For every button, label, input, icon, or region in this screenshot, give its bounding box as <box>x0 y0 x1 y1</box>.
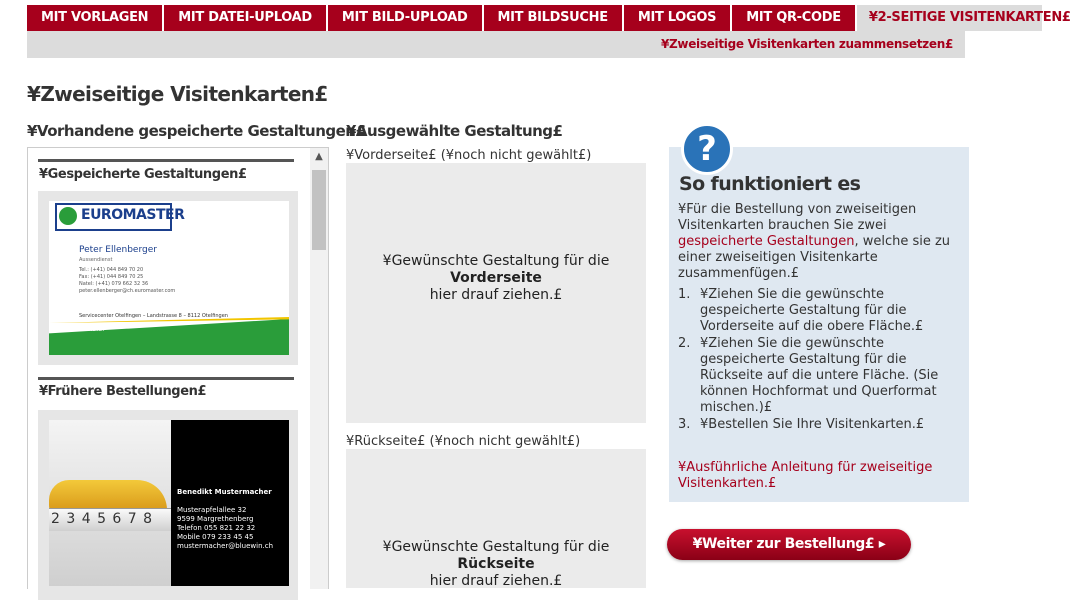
card-line: Mobile 079 233 45 45 <box>177 533 254 541</box>
tab-bild-upload[interactable]: MIT BILD-UPLOAD <box>328 5 482 31</box>
tab-logos[interactable]: MIT LOGOS <box>624 5 730 31</box>
front-dropzone-text <box>346 253 646 304</box>
help-intro-text: ¥Für die Bestellung von zweiseitigen Visitenkarten brauchen Sie zwei <box>678 202 917 233</box>
dropzone-side: Vorderseite <box>450 270 542 286</box>
scroll-up-icon[interactable]: ▲ <box>315 151 323 162</box>
card-line: peter.ellenberger@ch.euromaster.com <box>79 288 176 294</box>
step-number: 3. <box>678 417 691 432</box>
tab-2-seitige-visitenkarten[interactable]: ¥2-SEITIGE VISITENKARTEN£ <box>857 5 1042 31</box>
card-line: Tel.: (+41) 044 849 70 20 <box>79 267 144 273</box>
card-line: Fax: (+41) 044 849 70 25 <box>79 274 144 280</box>
business-card-euromaster <box>49 201 289 355</box>
sub-nav-link[interactable]: ¥Zweiseitige Visitenkarten zuammensetzen£ <box>660 37 953 51</box>
previous-order-item[interactable] <box>38 410 298 600</box>
card-role: Aussendienst <box>79 257 113 263</box>
card-green-band <box>49 319 289 355</box>
card-photo <box>49 420 171 586</box>
saved-designs-link[interactable]: gespeicherte Gestaltungen <box>678 234 855 249</box>
logo-ball-icon <box>59 207 77 225</box>
help-step <box>678 287 963 335</box>
card-line: Natel: (+41) 079 662 32 36 <box>79 281 149 287</box>
saved-designs-title: ¥Gespeicherte Gestaltungen£ <box>39 167 247 182</box>
question-mark-icon: ? <box>681 123 733 175</box>
back-dropzone-text <box>346 539 646 590</box>
card-line: 9599 Margrethenberg <box>177 515 254 523</box>
previous-orders-title: ¥Frühere Bestellungen£ <box>39 384 207 399</box>
front-side-label: ¥Vorderseite£ (¥noch nicht gewählt£) <box>346 148 592 163</box>
help-step <box>678 417 963 433</box>
step-number: 1. <box>678 287 691 302</box>
back-side-label: ¥Rückseite£ (¥noch nicht gewählt£) <box>346 434 581 449</box>
ruler-numbers: 2 3 4 5 6 7 8 <box>51 511 154 527</box>
help-steps <box>678 287 963 434</box>
dropzone-side: Rückseite <box>457 556 535 572</box>
card-address: Servicecenter Otelfingen – Landstrasse 8 – 8112 Otelfingen <box>79 313 228 319</box>
selected-design-heading: ¥Ausgewählte Gestaltung£ <box>346 122 563 140</box>
saved-designs-heading: ¥Vorhandene gespeicherte Gestaltungen£ <box>27 122 366 140</box>
card-name: Peter Ellenberger <box>79 245 157 255</box>
page-title: ¥Zweiseitige Visitenkarten£ <box>27 82 328 106</box>
step-text: ¥Bestellen Sie Ihre Visitenkarten.£ <box>700 417 925 432</box>
dropzone-line: ¥Gewünschte Gestaltung für die <box>382 539 610 555</box>
help-title: So funktioniert es <box>679 173 861 195</box>
sub-nav-bar <box>27 31 965 58</box>
dropzone-line: ¥Gewünschte Gestaltung für die <box>382 253 610 269</box>
section-divider <box>38 377 294 380</box>
section-divider <box>38 159 294 162</box>
step-text: ¥Ziehen Sie die gewünschte gespeicherte Gestaltung für die Rückseite auf die untere Fläche. (Sie können Hochformat und Querformat mischen.)£ <box>700 336 939 415</box>
help-box <box>669 129 969 502</box>
tab-vorlagen[interactable]: MIT VORLAGEN <box>27 5 162 31</box>
detailed-guide-link[interactable]: ¥Ausführliche Anleitung für zweiseitige Visitenkarten.£ <box>678 460 933 491</box>
front-dropzone[interactable] <box>346 163 646 423</box>
tab-datei-upload[interactable]: MIT DATEI-UPLOAD <box>164 5 326 31</box>
card-line: Telefon 055 821 22 32 <box>177 524 256 532</box>
euromaster-logo <box>55 203 185 231</box>
help-intro <box>678 202 963 282</box>
help-intro-text: , welche sie zu einer zweiseitigen Visitenkarte zusammenfügen.£ <box>678 234 951 281</box>
saved-designs-panel <box>27 147 329 589</box>
step-number: 2. <box>678 336 691 351</box>
card-name: Benedikt Mustermacher <box>177 488 272 496</box>
scroll-thumb[interactable] <box>312 170 326 250</box>
card-web: www.euromaster.ch <box>55 327 105 333</box>
card-line: Musterapfelallee 32 <box>177 506 247 514</box>
continue-to-order-button[interactable]: ¥Weiter zur Bestellung£ ▸ <box>667 529 911 560</box>
back-dropzone[interactable] <box>346 449 646 588</box>
logo-text: EUROMASTER <box>81 207 185 223</box>
panel-scrollbar[interactable] <box>310 148 328 589</box>
saved-design-item[interactable] <box>38 191 298 365</box>
help-step <box>678 336 963 416</box>
tab-bildsuche[interactable]: MIT BILDSUCHE <box>484 5 622 31</box>
step-text: ¥Ziehen Sie die gewünschte gespeicherte Gestaltung für die Vorderseite auf die obere Fläche.£ <box>700 287 924 334</box>
tab-qr-code[interactable]: MIT QR-CODE <box>732 5 855 31</box>
top-nav-tabs <box>27 5 1071 31</box>
card-line: mustermacher@bluewin.ch <box>177 542 274 550</box>
dropzone-line: hier drauf ziehen.£ <box>429 287 563 303</box>
business-card-mustermacher <box>49 420 289 586</box>
dropzone-line: hier drauf ziehen.£ <box>429 573 563 589</box>
measuring-tape <box>49 508 171 531</box>
